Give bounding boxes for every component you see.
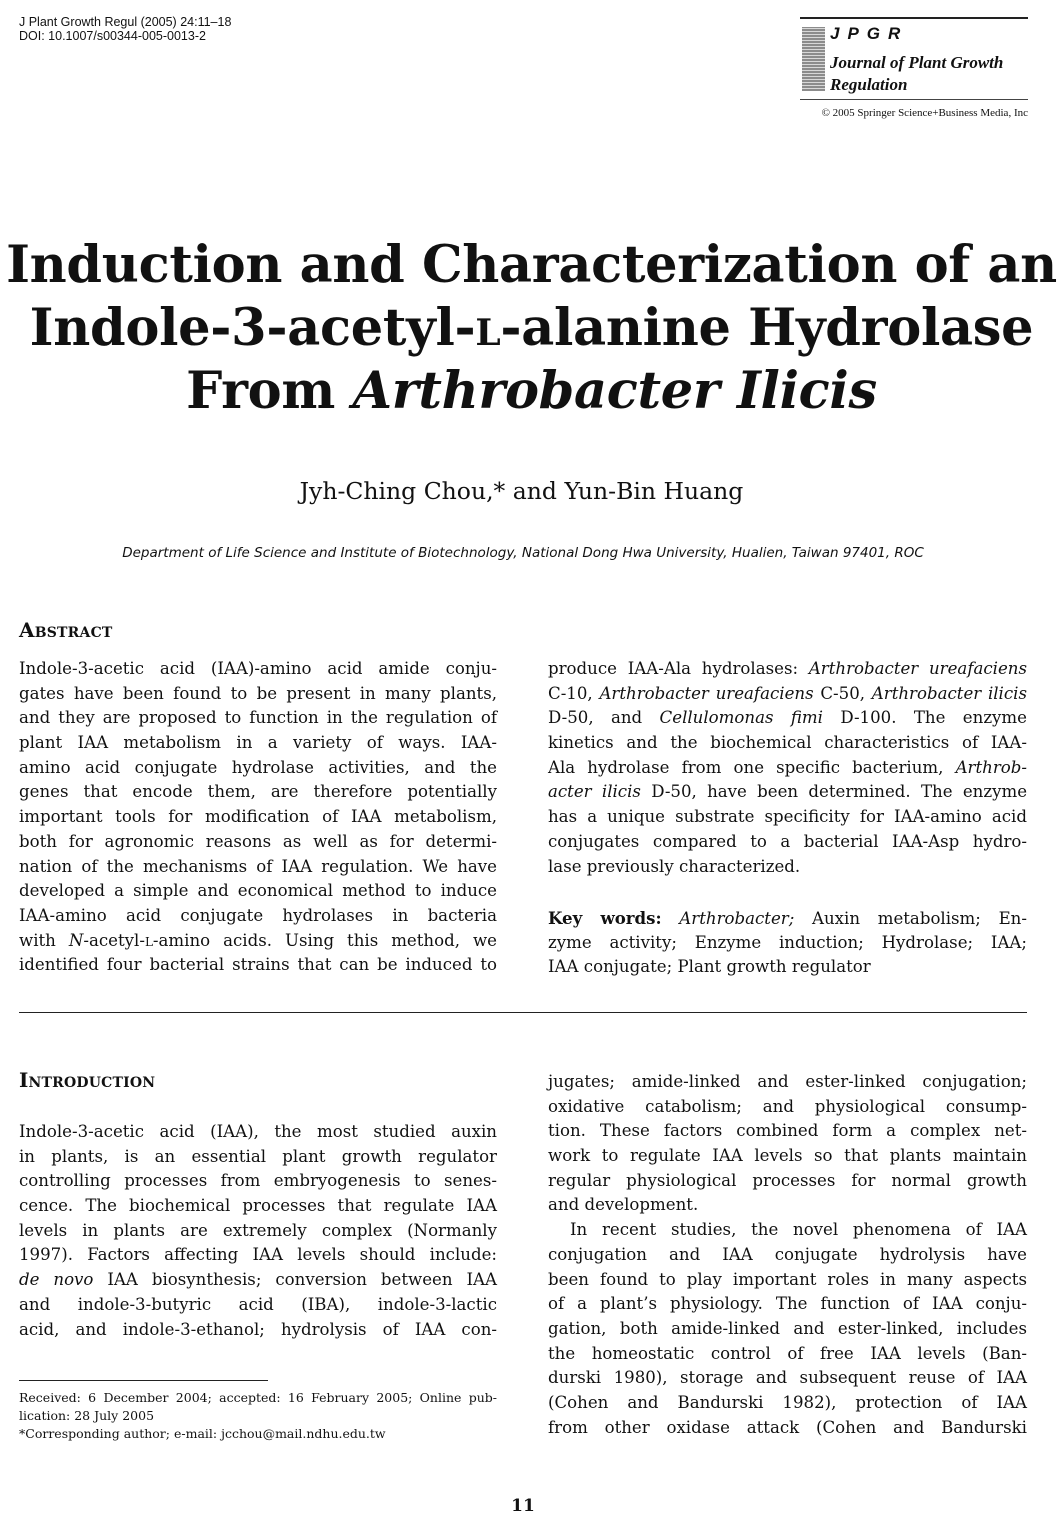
text-line xyxy=(548,780,1027,805)
text-line: conjugates compared to a bacterial IAA-Asp hydro- xyxy=(548,831,1027,851)
text-run: C-10, xyxy=(548,683,600,703)
text-run: -acetyl- xyxy=(83,930,145,950)
italic-run: Arthrobacter; xyxy=(679,909,795,928)
text-line: durski 1980), storage and subsequent reuse of IAA xyxy=(548,1368,1027,1388)
title-line xyxy=(0,297,1063,360)
text-line: kinetics and the biochemical characteristics of IAA- xyxy=(548,733,1027,753)
footnote-line: *Corresponding author; e-mail: jcchou@mail.ndhu.edu.tw xyxy=(19,1426,386,1441)
journal-name-line: Regulation xyxy=(830,75,908,94)
footnote-line: lication: 28 July 2005 xyxy=(19,1408,155,1423)
text-line: the homeostatic control of free IAA levels (Ban- xyxy=(548,1343,1027,1363)
text-line xyxy=(548,682,1027,707)
footnote-line: Received: 6 December 2004; accepted: 16 February 2005; Online pub- xyxy=(19,1390,497,1405)
introduction-left-column xyxy=(19,1120,497,1342)
text-line: 1997). Factors affecting IAA levels should include: xyxy=(19,1245,497,1265)
text-line: tion. These factors combined form a complex net- xyxy=(548,1121,1027,1141)
text-line: been found to play important roles in many aspects xyxy=(548,1269,1027,1289)
text-line: important tools for modification of IAA metabolism, xyxy=(19,807,497,827)
text-line: (Cohen and Bandurski 1982), protection of IAA xyxy=(548,1392,1027,1412)
abstract-right-column xyxy=(548,657,1027,879)
italic-run: Cellulomonas fimi xyxy=(659,708,823,728)
text-line: Indole-3-acetic acid (IAA)-amino acid amide conju- xyxy=(19,659,497,678)
text-line: controlling processes from embryogenesis to senes- xyxy=(19,1171,497,1191)
text-line: cence. The biochemical processes that regulate IAA xyxy=(19,1196,497,1216)
text-line xyxy=(548,906,1027,931)
text-line xyxy=(548,657,1027,682)
italic-run: Arthrobacter ureafaciens xyxy=(599,683,814,703)
italic-run: de novo xyxy=(19,1270,94,1290)
authors: Jyh-Ching Chou,* and Yun-Bin Huang xyxy=(299,477,744,505)
title-line: Induction and Characterization of an xyxy=(6,235,1057,295)
title-text: -alanine Hydrolase xyxy=(500,298,1034,358)
text-line: gation, both amide-linked and ester-linked, includes xyxy=(548,1318,1027,1338)
title-italic: Arthrobacter Ilicis xyxy=(352,361,877,421)
text-line: regular physiological processes for normal growth xyxy=(548,1170,1027,1190)
introduction-right-column xyxy=(548,1070,1027,1440)
journal-name-line: Journal of Plant Growth xyxy=(830,53,1004,72)
citation-header xyxy=(19,15,399,43)
journal-abbrev: JPGR xyxy=(830,24,909,43)
text-line: of a plant’s physiology. The function of IAA conju- xyxy=(548,1294,1027,1314)
text-line: nation of the mechanisms of IAA regulation. We have xyxy=(19,856,497,876)
text-line: work to regulate IAA levels so that plants maintain xyxy=(548,1146,1027,1166)
text-line: gates have been found to be present in many plants, xyxy=(19,683,497,703)
italic-run: Arthrobacter ilicis xyxy=(871,683,1027,703)
text-line: IAA conjugate; Plant growth regulator xyxy=(548,957,871,977)
section-divider xyxy=(19,1012,1027,1013)
journal-logo-icon xyxy=(802,27,825,91)
text-line: conjugation and IAA conjugate hydrolysis have xyxy=(548,1244,1027,1264)
text-line: identified four bacterial strains that can be induced to xyxy=(19,955,497,975)
text-run: Auxin metabolism; En- xyxy=(794,909,1027,928)
text-run: with xyxy=(19,930,69,950)
text-line: has a unique substrate specificity for IAA-amino acid xyxy=(548,807,1027,827)
copyright: © 2005 Springer Science+Business Media, Inc xyxy=(821,107,1028,119)
abstract-left-column xyxy=(19,657,497,978)
text-line: from other oxidase attack (Cohen and Bandurski xyxy=(548,1417,1027,1437)
citation-line: J Plant Growth Regul (2005) 24:11–18 xyxy=(19,15,232,29)
italic-run: Arthrob- xyxy=(955,757,1027,777)
abstract-heading: Abstract xyxy=(19,618,113,642)
title-line xyxy=(0,360,1063,423)
text-line: both for agronomic reasons as well as for determi- xyxy=(19,831,497,851)
text-run: D-50, and xyxy=(548,708,660,728)
italic-run: N xyxy=(68,930,84,950)
italic-run: acter ilicis xyxy=(548,782,641,802)
text-line: and indole-3-butyric acid (IBA), indole-3-lactic xyxy=(19,1294,497,1314)
footnotes xyxy=(19,1389,497,1443)
introduction-heading: Introduction xyxy=(19,1068,156,1092)
text-run: produce IAA-Ala hydrolases: xyxy=(548,659,809,678)
smallcaps-run: l xyxy=(144,930,153,950)
keywords-block xyxy=(548,906,1027,980)
text-run: D-100. The enzyme xyxy=(822,708,1027,728)
text-line xyxy=(548,756,1027,781)
text-line xyxy=(19,1268,497,1293)
text-line: oxidative catabolism; and physiological consump- xyxy=(548,1096,1027,1116)
text-run: IAA biosynthesis; conversion between IAA xyxy=(93,1270,497,1290)
text-line: levels in plants are extremely complex (Normanly xyxy=(19,1220,497,1240)
text-line: genes that encode them, are therefore potentially xyxy=(19,782,497,802)
text-line: amino acid conjugate hydrolase activities, and the xyxy=(19,757,497,777)
text-line: plant IAA metabolism in a variety of ways. IAA- xyxy=(19,733,497,753)
text-line: in plants, is an essential plant growth regulator xyxy=(19,1146,497,1166)
text-line: In recent studies, the novel phenomena of IAA xyxy=(570,1220,1027,1240)
title-text: Indole-3-acetyl- xyxy=(29,298,476,358)
text-line: zyme activity; Enzyme induction; Hydrolase; IAA; xyxy=(548,932,1027,952)
text-run: -amino acids. Using this method, we xyxy=(152,930,497,950)
italic-run: Arthrobacter ureafaciens xyxy=(808,659,1027,678)
footnote-rule xyxy=(19,1380,268,1381)
journal-logo-box xyxy=(800,17,1028,100)
text-line xyxy=(19,929,497,954)
text-line: Indole-3-acetic acid (IAA), the most studied auxin xyxy=(19,1122,497,1141)
title-smallcaps: l xyxy=(475,298,501,358)
text-line: jugates; amide-linked and ester-linked conjugation; xyxy=(548,1072,1027,1091)
keywords-label: Key words: xyxy=(548,908,662,928)
title-text: From xyxy=(186,361,353,421)
text-line: and development. xyxy=(548,1195,699,1215)
text-run: C-50, xyxy=(813,683,872,703)
text-line: acid, and indole-3-ethanol; hydrolysis of IAA con- xyxy=(19,1319,497,1339)
text-line: and they are proposed to function in the regulation of xyxy=(19,708,497,728)
doi-line: DOI: 10.1007/s00344-005-0013-2 xyxy=(19,29,206,43)
text-run: Ala hydrolase from one specific bacterium, xyxy=(548,757,956,777)
text-line: IAA-amino acid conjugate hydrolases in bacteria xyxy=(19,905,497,925)
affiliation: Department of Life Science and Institute of Biotechnology, National Dong Hwa University, Hualien, Taiwan 97401, ROC xyxy=(122,545,924,561)
text-line xyxy=(548,706,1027,731)
paper-title xyxy=(0,234,1063,423)
text-run: D-50, have been determined. The enzyme xyxy=(640,782,1028,802)
page-number: 11 xyxy=(511,1496,535,1516)
text-line: developed a simple and economical method to induce xyxy=(19,881,497,901)
journal-name xyxy=(830,52,1030,96)
text-line: lase previously characterized. xyxy=(548,856,801,876)
